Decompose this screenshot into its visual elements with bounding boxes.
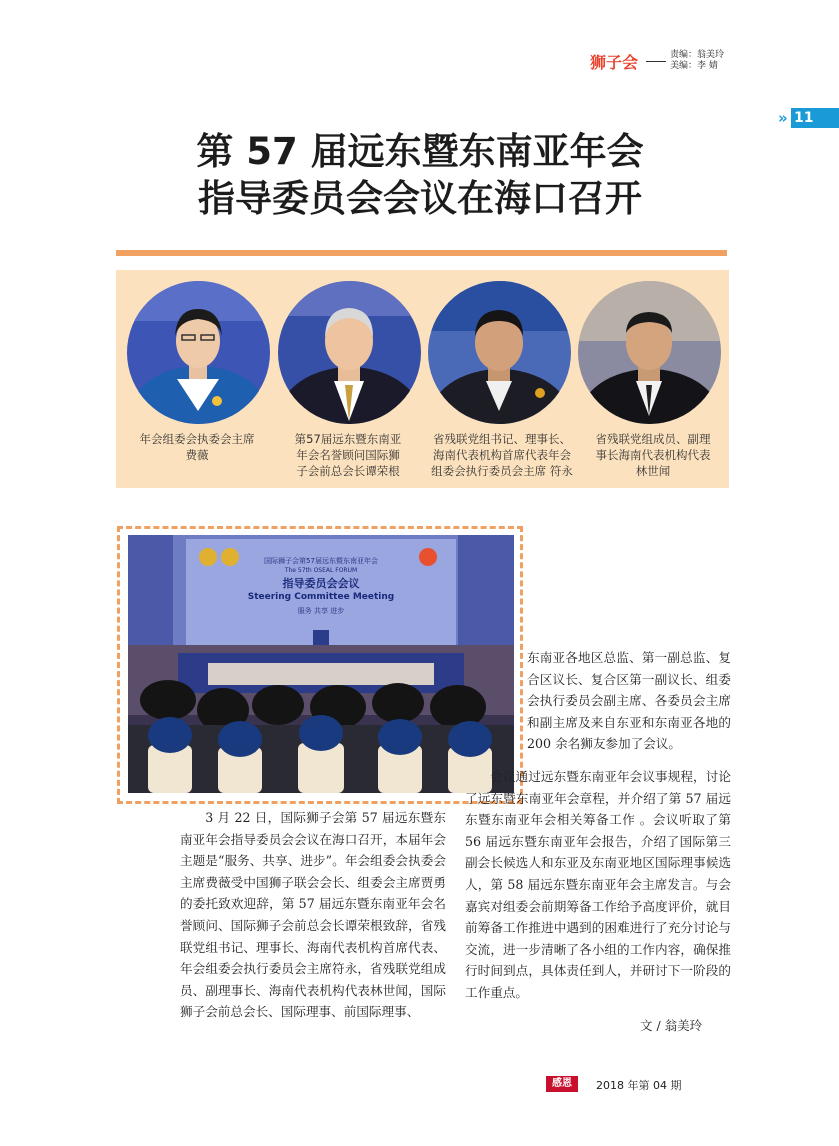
editor-credits (670, 50, 724, 72)
author-byline: 文 / 翁美玲 (640, 1018, 703, 1033)
portrait-caption: 年会组委会执委会主席 费薇 (139, 432, 255, 462)
article-title (100, 128, 740, 222)
body-paragraph: 东南亚各地区总监、第一副总监、复合区议长、复合区第一副议长、组委会执行委员会副主席、各委员会主席和副主席及来自东亚和东南亚各地的 200 余名狮友参加了会议。 (527, 650, 731, 752)
title-line-1: 第 57 届远东暨东南亚年会 (196, 130, 644, 173)
designer-line: 美编：李 婧 (670, 61, 718, 71)
meeting-photo (128, 535, 514, 793)
section-title: 狮子会 (590, 53, 639, 72)
title-underline (116, 250, 727, 256)
banner-motto: 服务 共享 进步 (297, 607, 345, 615)
portrait-photo (278, 281, 421, 424)
banner-line-4: Steering Committee Meeting (247, 592, 395, 602)
editor-line: 责编：翁美玲 (670, 50, 725, 60)
portrait-caption: 省残联党组成员、副理 事长海南代表机构代表 林世闻 (595, 432, 711, 478)
banner-line-3: 指导委员会会议 (282, 577, 360, 590)
magazine-logo: 感恩 (546, 1076, 578, 1092)
issue-number: 2018 年第 04 期 (596, 1079, 682, 1092)
chevron-icon: » (778, 109, 788, 127)
portrait-caption: 第57届远东暨东南亚 年会名誉顾问国际狮 子会前总会长谭荣根 (294, 432, 402, 478)
banner-line-2: The 57th OSEAL FORUM (284, 567, 358, 574)
page-number: 11 (791, 108, 839, 128)
header-divider (646, 61, 666, 62)
body-paragraph: 会议通过远东暨东南亚年会议事规程，讨论了远东暨东南亚年会章程，并介绍了第 57 届远东暨东南亚年会相关筹备工作 。会议听取了第 56 届远东暨东南亚年会报告，介绍了国际第三副会长候选人和东亚及东南亚地区国际理事候选人，第 58 届远东暨东南亚年会主席发言。与会嘉宾对组委会前期筹备工作给予高度评价，就目前筹备工作推进中遇到的困难进行了充分讨论与交流，进一步清晰了各小组的工作内容，确保推行时间到点，具体责任到人，并研讨下一阶段的工作重点。 (465, 769, 731, 1000)
portrait-photo (428, 281, 571, 424)
title-line-2: 指导委员会会议在海口召开 (198, 177, 642, 220)
portrait-caption: 省残联党组书记、理事长、 海南代表机构首席代表年会 组委会执行委员会主席 符永 (431, 432, 573, 478)
page-number-tab (778, 108, 839, 128)
banner-line-1: 国际狮子会第57届远东暨东南亚年会 (264, 557, 378, 565)
portrait-photo (578, 281, 721, 424)
portrait-photo (127, 281, 270, 424)
body-paragraph: 3 月 22 日，国际狮子会第 57 届远东暨东南亚年会指导委员会会议在海口召开，本届年会主题是“服务、共享、进步”。年会组委会执委会主席费薇受中国狮子联会会长、组委会主席贾勇的委托致欢迎辞，第 57 届远东暨东南亚年会名誉顾问、国际狮子会前总会长谭荣根致辞，省残联党组书记、理事长、海南代表机构首席代表、年会组委会执行委员会主席符永，省残联党组成员、副理事长、海南代表机构代表林世闻，国际狮子会前总会长、国际理事、前国际理事、 (180, 810, 446, 1020)
